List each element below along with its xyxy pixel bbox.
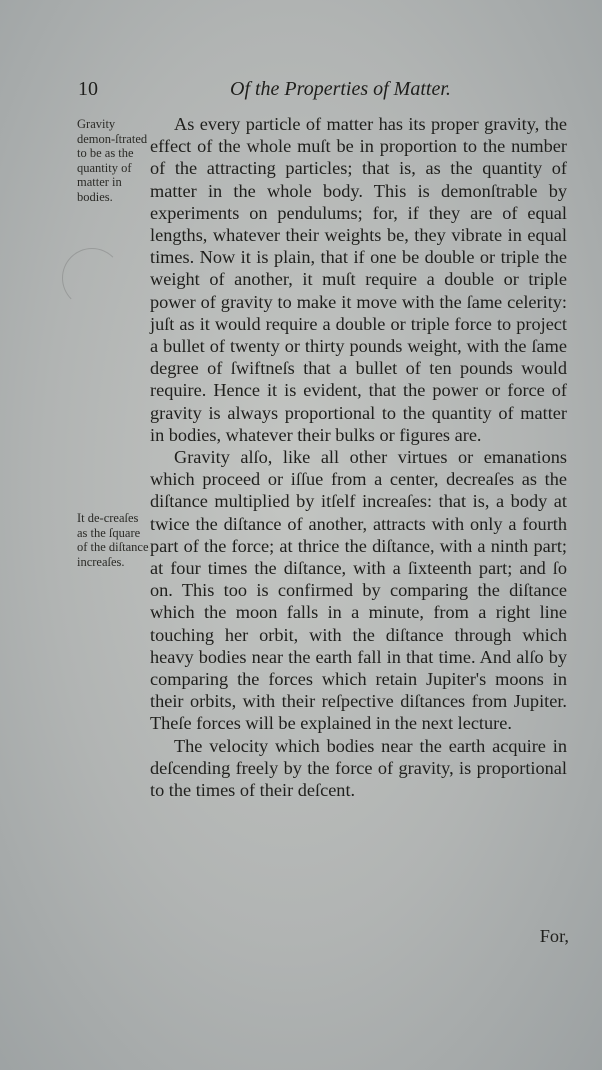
paragraph-gravity-proportional: As every particle of matter has its proper gravity, the effect of the whole muſt be in proportion to the number of the attracting particles; that is, as the quantity of matter in the whole body. This is demonſtrable by experiments on pendulums; for, if they are of equal lengths, whatever their weights be, they vibrate in equal times. Now it is plain, that if one be double or triple the weight of another, it muſt require a double or triple power of gravity to make it move with the ſame celerity: juſt as it would require a double or triple force to project a bullet of twenty or thirty pounds weight, with the ſame degree of ſwiftneſs that a bullet of ten pounds would require. Hence it is evident, that the power or force of gravity is always proportional to the quantity of matter in bodies, whatever their bulks or figures are.	[150, 114, 567, 445]
paragraph-velocity: The velocity which bodies near the earth acquire in deſcending freely by the force of gravity, is proportional to the times of their deſcent.	[150, 735, 567, 801]
page-stain	[62, 248, 122, 308]
paragraph-gravity-decrease: Gravity alſo, like all other virtues or emanations which proceed or iſſue from a center, decreaſes as the diſtance multiplied by itſelf increaſes: that is, a body at twice the diſtance of another, attracts with only a fourth part of the force; at thrice the diſtance, with a ninth part; at four times the diſtance, with a ſixteenth part; and ſo on. This too is confirmed by comparing the diſtance which the moon falls in a minute, from a right line touching her orbit, with the diſtance through which heavy bodies near the earth fall in that time. And alſo by comparing the forces which retain Jupiter's moons in their orbits, with their reſpective diſtances from Jupiter. Theſe forces will be explained in the next lecture.	[150, 447, 567, 734]
running-title: Of the Properties of Matter.	[230, 78, 451, 100]
page-header	[78, 78, 568, 104]
page-number: 10	[78, 78, 98, 100]
margin-note-decrease: It de-creaſes as the ſquare of the diſtance increaſes.	[77, 511, 149, 569]
margin-note-gravity: Gravity demon-ſtrated to be as the quantity of matter in bodies.	[77, 117, 148, 204]
body-text	[150, 113, 567, 801]
catchword: For,	[539, 926, 569, 946]
